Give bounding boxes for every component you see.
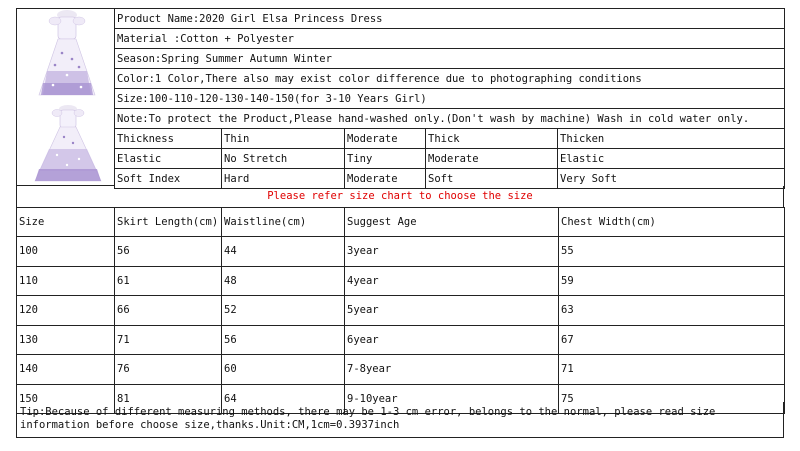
- table-cell: 67: [559, 325, 785, 355]
- table-cell: 56: [115, 237, 222, 267]
- product-material: Material :Cotton + Polyester: [115, 29, 785, 49]
- table-cell: 100: [17, 237, 115, 267]
- table-cell: 48: [222, 266, 345, 296]
- table-cell: 61: [115, 266, 222, 296]
- dress-image-front: [39, 10, 95, 95]
- table-cell: 60: [222, 355, 345, 385]
- size-chart-header: [17, 208, 785, 237]
- table-row: [17, 355, 785, 385]
- attribute-option: Soft: [426, 169, 558, 189]
- product-info-table: [114, 8, 785, 189]
- attribute-option: Thick: [426, 129, 558, 149]
- attribute-option: Tiny: [345, 149, 426, 169]
- table-row: [17, 237, 785, 267]
- attribute-option: Very Soft: [558, 169, 785, 189]
- table-cell: 71: [115, 325, 222, 355]
- table-cell: 66: [115, 296, 222, 326]
- attribute-option: Moderate: [345, 169, 426, 189]
- attribute-option: Moderate: [426, 149, 558, 169]
- attribute-option: Moderate: [345, 129, 426, 149]
- column-header: Chest Width(cm): [559, 208, 785, 237]
- product-season: Season:Spring Summer Autumn Winter: [115, 49, 785, 69]
- table-cell: 59: [559, 266, 785, 296]
- attribute-row-thickness: [115, 129, 785, 149]
- attribute-option: Thin: [222, 129, 345, 149]
- table-cell: 64: [222, 384, 345, 414]
- table-cell: 6year: [345, 325, 559, 355]
- attribute-option: Hard: [222, 169, 345, 189]
- size-chart-table: [16, 207, 785, 414]
- table-cell: 55: [559, 237, 785, 267]
- tip-text: Tip:Because of different measuring methods, there may be 1-3 cm error, belongs to the normal, please read size information before choose size,thanks.Unit:CM,1cm=0.3937inch: [16, 402, 784, 438]
- column-header: Waistline(cm): [222, 208, 345, 237]
- dress-image-back: [35, 105, 101, 181]
- table-cell: 63: [559, 296, 785, 326]
- table-cell: 110: [17, 266, 115, 296]
- table-cell: 71: [559, 355, 785, 385]
- product-color: Color:1 Color,There also may exist color difference due to photographing conditions: [115, 69, 785, 89]
- attribute-option: Thicken: [558, 129, 785, 149]
- product-note: Note:To protect the Product,Please hand-washed only.(Don't wash by machine) Wash in cold water only.: [115, 109, 785, 129]
- table-cell: 140: [17, 355, 115, 385]
- table-row: [17, 325, 785, 355]
- table-cell: 150: [17, 384, 115, 414]
- attribute-label: Thickness: [115, 129, 222, 149]
- column-header: Size: [17, 208, 115, 237]
- column-header: Suggest Age: [345, 208, 559, 237]
- table-cell: 56: [222, 325, 345, 355]
- product-size-range: Size:100-110-120-130-140-150(for 3-10 Years Girl): [115, 89, 785, 109]
- table-cell: 9-10year: [345, 384, 559, 414]
- attribute-label: Soft Index: [115, 169, 222, 189]
- table-cell: 130: [17, 325, 115, 355]
- attribute-option: Elastic: [558, 149, 785, 169]
- table-cell: 3year: [345, 237, 559, 267]
- table-cell: 75: [559, 384, 785, 414]
- table-cell: 5year: [345, 296, 559, 326]
- dress-images: [17, 9, 114, 185]
- table-cell: 44: [222, 237, 345, 267]
- product-name: Product Name:2020 Girl Elsa Princess Dress: [115, 9, 785, 29]
- table-row: [17, 296, 785, 326]
- attribute-row-elastic: [115, 149, 785, 169]
- table-row: [17, 266, 785, 296]
- table-cell: 7-8year: [345, 355, 559, 385]
- size-chart-banner: Please refer size chart to choose the size: [16, 186, 784, 208]
- table-cell: 81: [115, 384, 222, 414]
- table-cell: 52: [222, 296, 345, 326]
- attribute-label: Elastic: [115, 149, 222, 169]
- table-cell: 4year: [345, 266, 559, 296]
- table-cell: 76: [115, 355, 222, 385]
- table-cell: 120: [17, 296, 115, 326]
- attribute-option: No Stretch: [222, 149, 345, 169]
- column-header: Skirt Length(cm): [115, 208, 222, 237]
- product-photos: [16, 8, 115, 186]
